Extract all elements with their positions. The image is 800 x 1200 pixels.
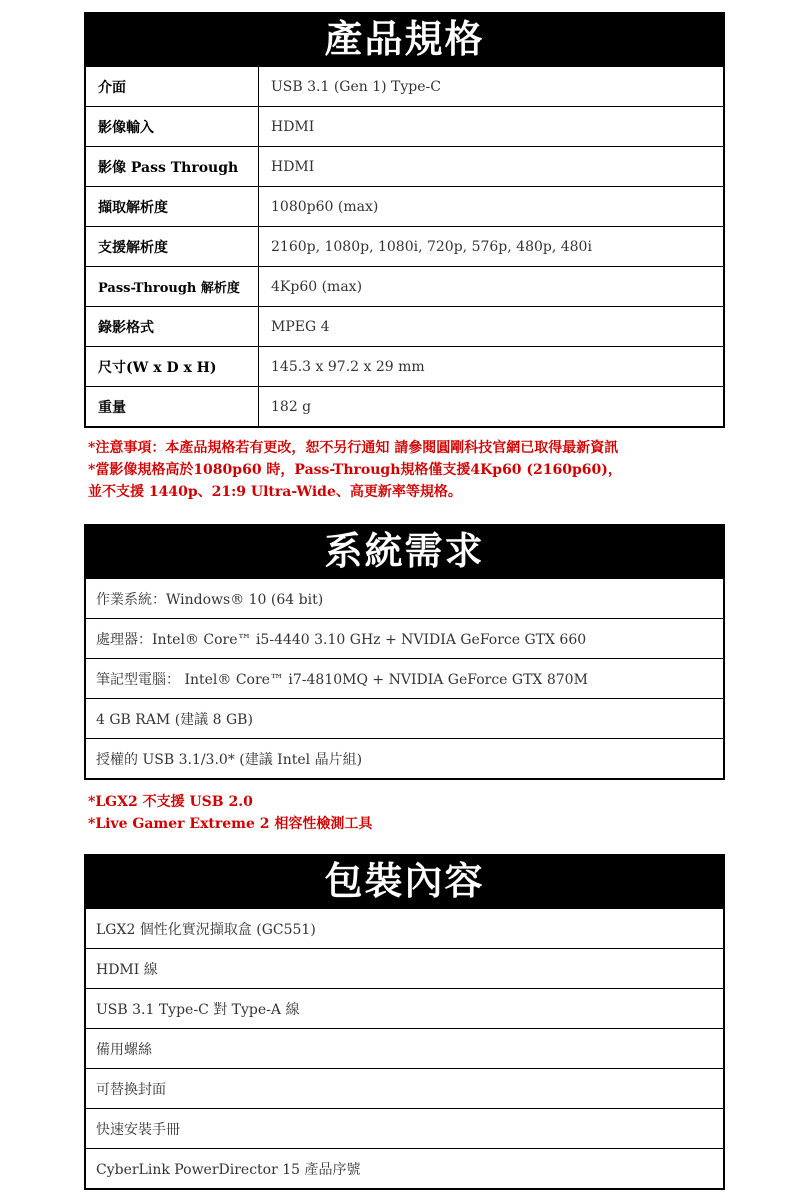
specs-table-frame: [84, 67, 725, 428]
spec-label: 影像輸入: [86, 107, 259, 147]
note-line: *當影像規格高於1080p60 時，Pass-Through規格僅支援4Kp60 (2160p60)，: [88, 462, 622, 478]
spec-value: 1080p60 (max): [259, 187, 724, 227]
note-line[interactable]: *Live Gamer Extreme 2 相容性檢測工具: [88, 816, 373, 832]
spec-label: 尺寸(W x D x H): [86, 347, 259, 387]
table-row: [86, 949, 723, 989]
system-table-frame: [84, 579, 725, 780]
table-row: [86, 1149, 723, 1189]
system-title: 系統需求: [84, 524, 725, 579]
spec-value: 2160p, 1080p, 1080i, 720p, 576p, 480p, 480i: [259, 227, 724, 267]
spec-label: 影像 Pass Through: [86, 147, 259, 187]
table-row: [86, 227, 723, 267]
table-row: [86, 1029, 723, 1069]
spec-value: HDMI: [259, 147, 724, 187]
package-section: [84, 854, 725, 1190]
spec-label: 重量: [86, 387, 259, 427]
spec-label: Pass-Through 解析度: [86, 267, 259, 307]
spec-value: 182 g: [259, 387, 724, 427]
list-item: 授權的 USB 3.1/3.0* (建議 Intel 晶片組): [86, 739, 723, 779]
specs-table: [86, 67, 723, 426]
list-item: HDMI 線: [86, 949, 723, 989]
table-row: [86, 107, 723, 147]
system-notes: [88, 791, 372, 835]
table-row: [86, 739, 723, 779]
package-title: 包裝內容: [84, 854, 725, 909]
system-section: [84, 524, 725, 780]
spec-value: HDMI: [259, 107, 724, 147]
table-row: [86, 1069, 723, 1109]
list-item: LGX2 個性化實況擷取盒 (GC551): [86, 909, 723, 949]
table-row: [86, 1109, 723, 1149]
spec-label: 介面: [86, 67, 259, 107]
note-line: *注意事項：本產品規格若有更改，恕不另行通知 請參閱圓剛科技官網已取得最新資訊: [88, 440, 619, 456]
list-item: 作業系統：Windows® 10 (64 bit): [86, 579, 723, 619]
spec-label: 擷取解析度: [86, 187, 259, 227]
list-item: 備用螺絲: [86, 1029, 723, 1069]
table-row: [86, 579, 723, 619]
table-row: [86, 699, 723, 739]
list-item: CyberLink PowerDirector 15 產品序號: [86, 1149, 723, 1189]
list-item: 筆記型電腦： Intel® Core™ i7-4810MQ + NVIDIA GeForce GTX 870M: [86, 659, 723, 699]
table-row: [86, 659, 723, 699]
note-line: 並不支援 1440p、21:9 Ultra-Wide、高更新率等規格。: [88, 484, 462, 500]
specs-section: [84, 12, 725, 428]
spec-value: USB 3.1 (Gen 1) Type-C: [259, 67, 724, 107]
specs-title: 產品規格: [84, 12, 725, 67]
spec-label: 錄影格式: [86, 307, 259, 347]
spec-value: 4Kp60 (max): [259, 267, 724, 307]
spec-label: 支援解析度: [86, 227, 259, 267]
spec-value: MPEG 4: [259, 307, 724, 347]
list-item: USB 3.1 Type-C 對 Type-A 線: [86, 989, 723, 1029]
table-row: [86, 267, 723, 307]
system-table: [86, 579, 723, 778]
specs-notes: [88, 437, 622, 503]
table-row: [86, 147, 723, 187]
table-row: [86, 909, 723, 949]
list-item: 處理器：Intel® Core™ i5-4440 3.10 GHz + NVIDIA GeForce GTX 660: [86, 619, 723, 659]
table-row: [86, 307, 723, 347]
package-table: [86, 909, 723, 1188]
table-row: [86, 989, 723, 1029]
table-row: [86, 619, 723, 659]
table-row: [86, 187, 723, 227]
list-item: 可替換封面: [86, 1069, 723, 1109]
table-row: [86, 347, 723, 387]
spec-value: 145.3 x 97.2 x 29 mm: [259, 347, 724, 387]
table-row: [86, 387, 723, 427]
table-row: [86, 67, 723, 107]
list-item: 快速安裝手冊: [86, 1109, 723, 1149]
package-table-frame: [84, 909, 725, 1190]
list-item: 4 GB RAM (建議 8 GB): [86, 699, 723, 739]
note-line: *LGX2 不支援 USB 2.0: [88, 794, 253, 810]
